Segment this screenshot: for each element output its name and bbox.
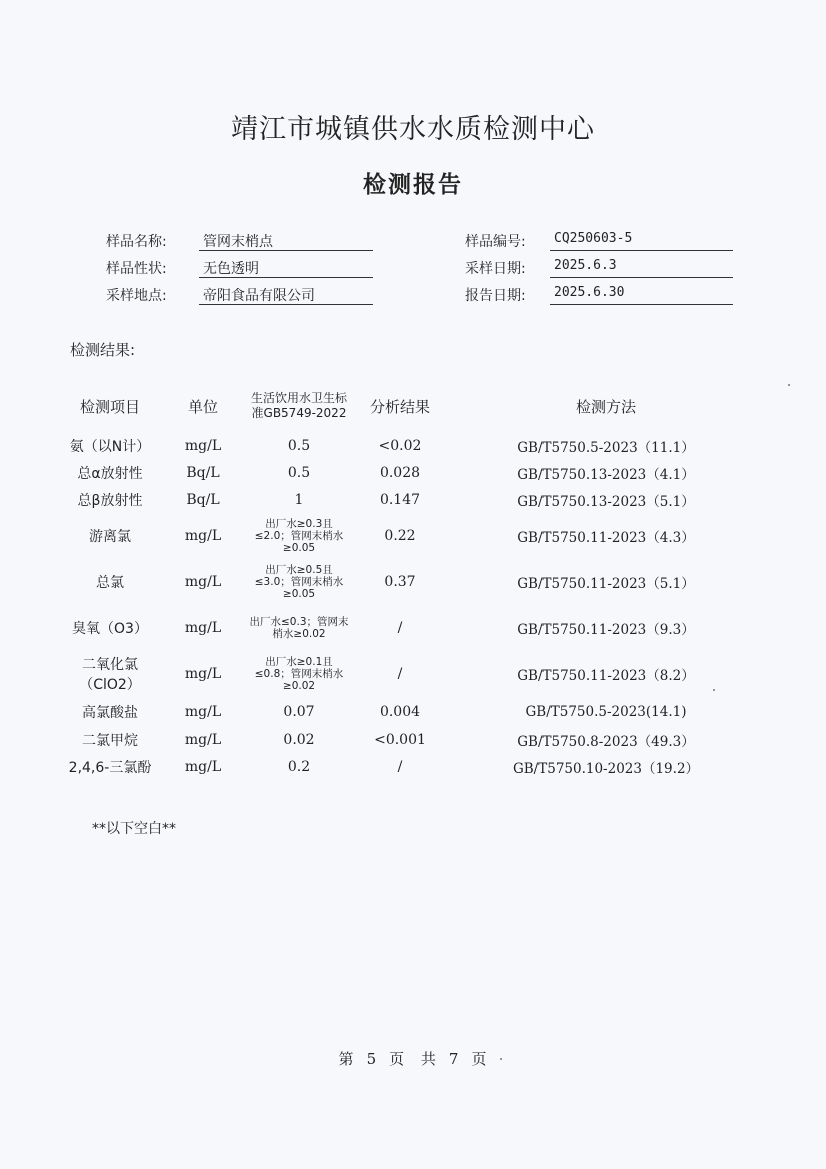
cell-result: 0.004 [379,703,421,720]
cell-standard: 0.5 [287,464,311,481]
header-standard: 生活饮用水卫生标准GB5749-2022 [250,391,347,420]
cell-standard: 0.02 [283,731,315,748]
sample-state-label: 样品性状: [106,261,167,277]
table-row [62,753,762,780]
cell-result: 0.147 [379,491,421,508]
report-date-field [465,285,740,305]
header-result: 分析结果 [369,397,430,416]
table-row [62,605,762,651]
sample-number-field [465,231,740,251]
cell-method: GB/T5750.11-2023（8.2） [517,668,695,684]
scan-speck [788,384,790,386]
header-unit: 单位 [187,397,218,416]
cell-unit: mg/L [184,528,222,544]
blank-note: **以下空白** [92,821,176,837]
cell-standard: 0.2 [287,758,311,775]
cell-item: 总β放射性 [77,492,143,509]
table-row [62,459,762,486]
table-row [62,486,762,513]
sample-date-label: 采样日期: [465,261,526,277]
report-date-value: 2025.6.30 [550,285,733,305]
cell-method: GB/T5750.8-2023（49.3） [517,733,695,750]
header-item: 检测项目 [79,397,140,416]
results-table [62,380,762,780]
cell-item: 臭氧（O3） [72,621,148,637]
cell-standard: 出厂水≥0.1且≤0.8；管网末梢水≥0.02 [254,656,344,692]
cell-method: GB/T5750.10-2023（19.2） [512,760,700,777]
cell-standard: 0.07 [283,703,315,720]
cell-result: 0.22 [384,528,416,544]
sample-name-field [106,231,376,251]
sample-date-field [465,258,740,278]
cell-result: 0.028 [379,464,421,481]
cell-item: 总α放射性 [77,465,143,482]
cell-standard: 1 [294,491,304,508]
cell-unit: mg/L [184,703,222,720]
page-footer [0,1048,826,1069]
cell-standard: 出厂水≥0.3且≤2.0；管网末梢水≥0.05 [254,518,344,554]
cell-item: 氨（以N计） [69,438,151,455]
sample-number-value: CQ250603-5 [550,231,733,251]
sample-site-field [106,285,376,305]
cell-unit: mg/L [184,574,222,590]
table-row [62,559,762,605]
cell-method: GB/T5750.5-2023（11.1） [517,439,695,456]
cell-method: GB/T5750.5-2023(14.1) [525,703,687,720]
table-row [62,651,762,697]
cell-unit: mg/L [184,758,222,775]
cell-result: 0.37 [384,574,416,590]
cell-item: 二氯甲烷 [82,732,138,749]
cell-item: 二氧化氯（ClO2） [79,657,141,693]
scan-speck [500,1058,502,1060]
cell-method: GB/T5750.11-2023（9.3） [517,622,695,638]
cell-method: GB/T5750.13-2023（5.1） [517,493,695,510]
cell-method: GB/T5750.11-2023（4.3） [517,530,695,546]
footer-mid: 页 共 [389,1050,437,1068]
footer-prefix: 第 [338,1050,355,1068]
cell-item: 游离氯 [89,529,131,545]
header-method: 检测方法 [575,397,636,416]
sample-name-value: 管网末梢点 [199,231,373,251]
sample-date-value: 2025.6.3 [550,258,733,278]
cell-standard: 0.5 [287,437,311,454]
cell-unit: mg/L [184,731,222,748]
sample-state-field [106,258,376,278]
cell-unit: Bq/L [186,491,220,508]
cell-item: 2,4,6-三氯酚 [68,759,152,776]
table-header-row [62,380,762,432]
sample-number-label: 样品编号: [465,234,526,250]
cell-standard: 出厂水≤0.3；管网末梢水≥0.02 [249,616,349,640]
cell-result: / [397,620,403,636]
scan-speck [713,689,715,691]
cell-method: GB/T5750.13-2023（4.1） [517,466,695,483]
sample-site-label: 采样地点: [106,288,167,304]
cell-unit: mg/L [184,620,222,636]
organization-title: 靖江市城镇供水水质检测中心 [231,114,595,145]
footer-suffix: 页 [471,1050,488,1068]
total-pages: 7 [448,1050,460,1068]
cell-result: / [397,758,403,775]
table-row [62,513,762,559]
cell-standard: 出厂水≥0.5且≤3.0；管网末梢水≥0.05 [254,564,344,600]
cell-item: 高氯酸盐 [82,704,138,721]
cell-unit: Bq/L [186,464,220,481]
cell-unit: mg/L [184,666,222,682]
cell-item: 总氯 [96,575,124,591]
page-number: 5 [366,1050,378,1068]
sample-state-value: 无色透明 [199,258,373,278]
report-title: 检测报告 [363,172,463,198]
table-row [62,432,762,459]
table-row [62,697,762,726]
sample-site-value: 帝阳食品有限公司 [199,285,373,305]
results-heading: 检测结果: [70,341,136,359]
cell-method: GB/T5750.11-2023（5.1） [517,576,695,592]
cell-result: / [397,666,403,682]
table-row [62,726,762,753]
sample-name-label: 样品名称: [106,234,167,250]
cell-unit: mg/L [184,437,222,454]
cell-result: <0.001 [374,731,426,748]
report-date-label: 报告日期: [465,288,526,304]
cell-result: <0.02 [378,437,422,454]
